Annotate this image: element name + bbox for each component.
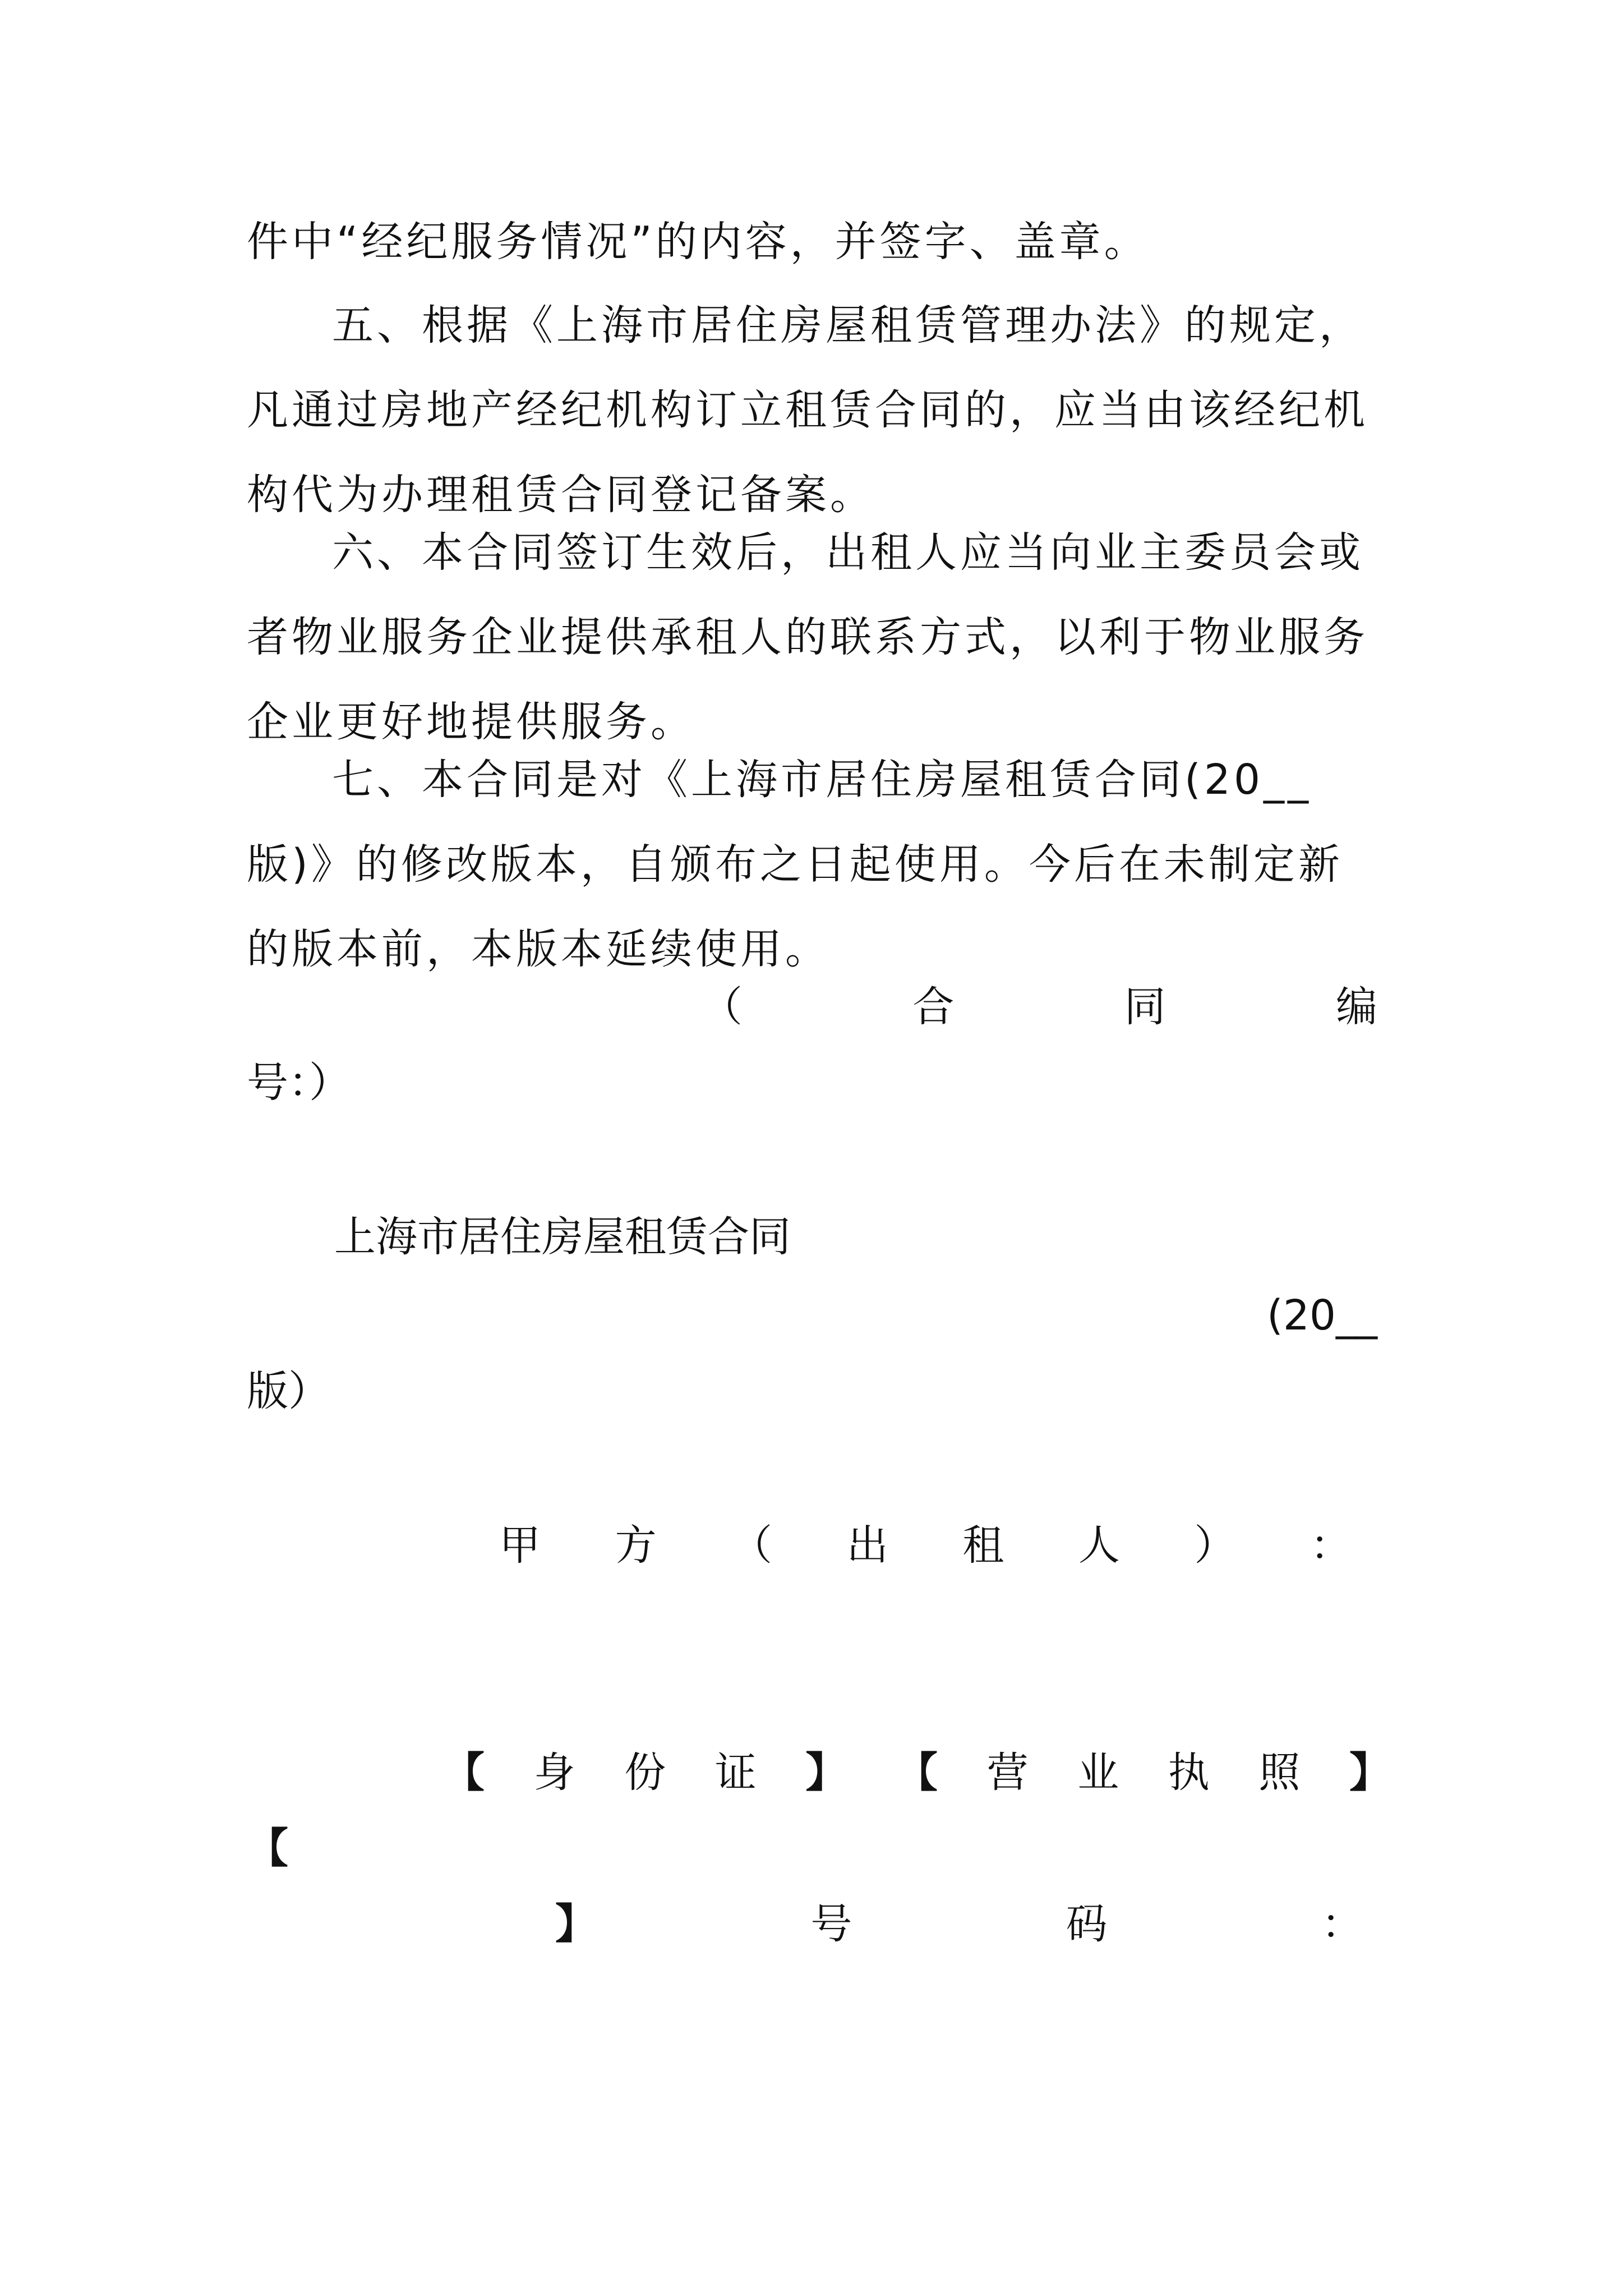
id-number-char: 号 [810,1900,852,1948]
id-type-char: 【 [896,1749,938,1797]
id-number-char: ： [1321,1900,1363,1948]
id-type-char: 证 [714,1749,757,1797]
id-type-char: 身 [533,1749,575,1797]
paragraph-five: 五、根据《上海市居住房屋租赁管理办法》的规定，凡通过房地产经纪机构订立租赁合同的，应当由该经纪机构代为办理租赁合同登记备案。 [247,301,1368,519]
party-a-char: ） [1194,1521,1236,1570]
id-type-char: 业 [1077,1749,1119,1797]
contract-number-char: 合 [912,983,955,1031]
id-type-char: 【 [443,1749,485,1797]
id-type-char: 照 [1258,1749,1301,1797]
party-a-char: 出 [846,1521,888,1570]
edition-suffix: 版） [247,1367,330,1415]
party-a-char: ： [1310,1521,1352,1570]
party-a-line [499,1503,1352,1588]
id-type-open-bracket: 【 [247,1824,288,1872]
contract-number-char: 同 [1124,983,1166,1031]
id-type-char: 】 [1349,1749,1391,1797]
party-a-char: 租 [962,1521,1004,1570]
party-a-char: 甲 [499,1521,541,1570]
contract-number-char: 编 [1335,983,1377,1031]
id-type-char: 营 [986,1749,1029,1797]
id-type-char: 执 [1168,1749,1210,1797]
party-a-char: （ [731,1521,773,1570]
contract-number-line [701,965,1377,1050]
contract-number-char: （ [701,983,743,1031]
id-type-char: 份 [624,1749,666,1797]
paragraph-continued: 件中“经纪服务情况”的内容，并签字、盖章。 [247,218,1149,266]
paragraph-seven: 七、本合同是对《上海市居住房屋租赁合同(20__版)》的修改版本，自颁布之日起使用。今后在未制定新的版本前，本版本延续使用。 [247,756,1343,973]
id-number-char: 】 [555,1900,597,1948]
contract-title: 上海市居住房屋租赁合同 [334,1213,791,1261]
id-type-char: 】 [805,1749,847,1797]
party-a-char: 人 [1078,1521,1120,1570]
id-number-line [555,1882,1363,1967]
contract-number-tail: 号：） [247,1059,351,1107]
paragraph-six: 六、本合同签订生效后，出租人应当向业主委员会或者物业服务企业提供承租人的联系方式，以利于物业服务企业更好地提供服务。 [247,528,1368,746]
party-a-char: 方 [615,1521,657,1570]
id-types-line [443,1731,1391,1815]
edition-year: (20__ [1266,1291,1377,1340]
id-number-char: 码 [1066,1900,1108,1948]
